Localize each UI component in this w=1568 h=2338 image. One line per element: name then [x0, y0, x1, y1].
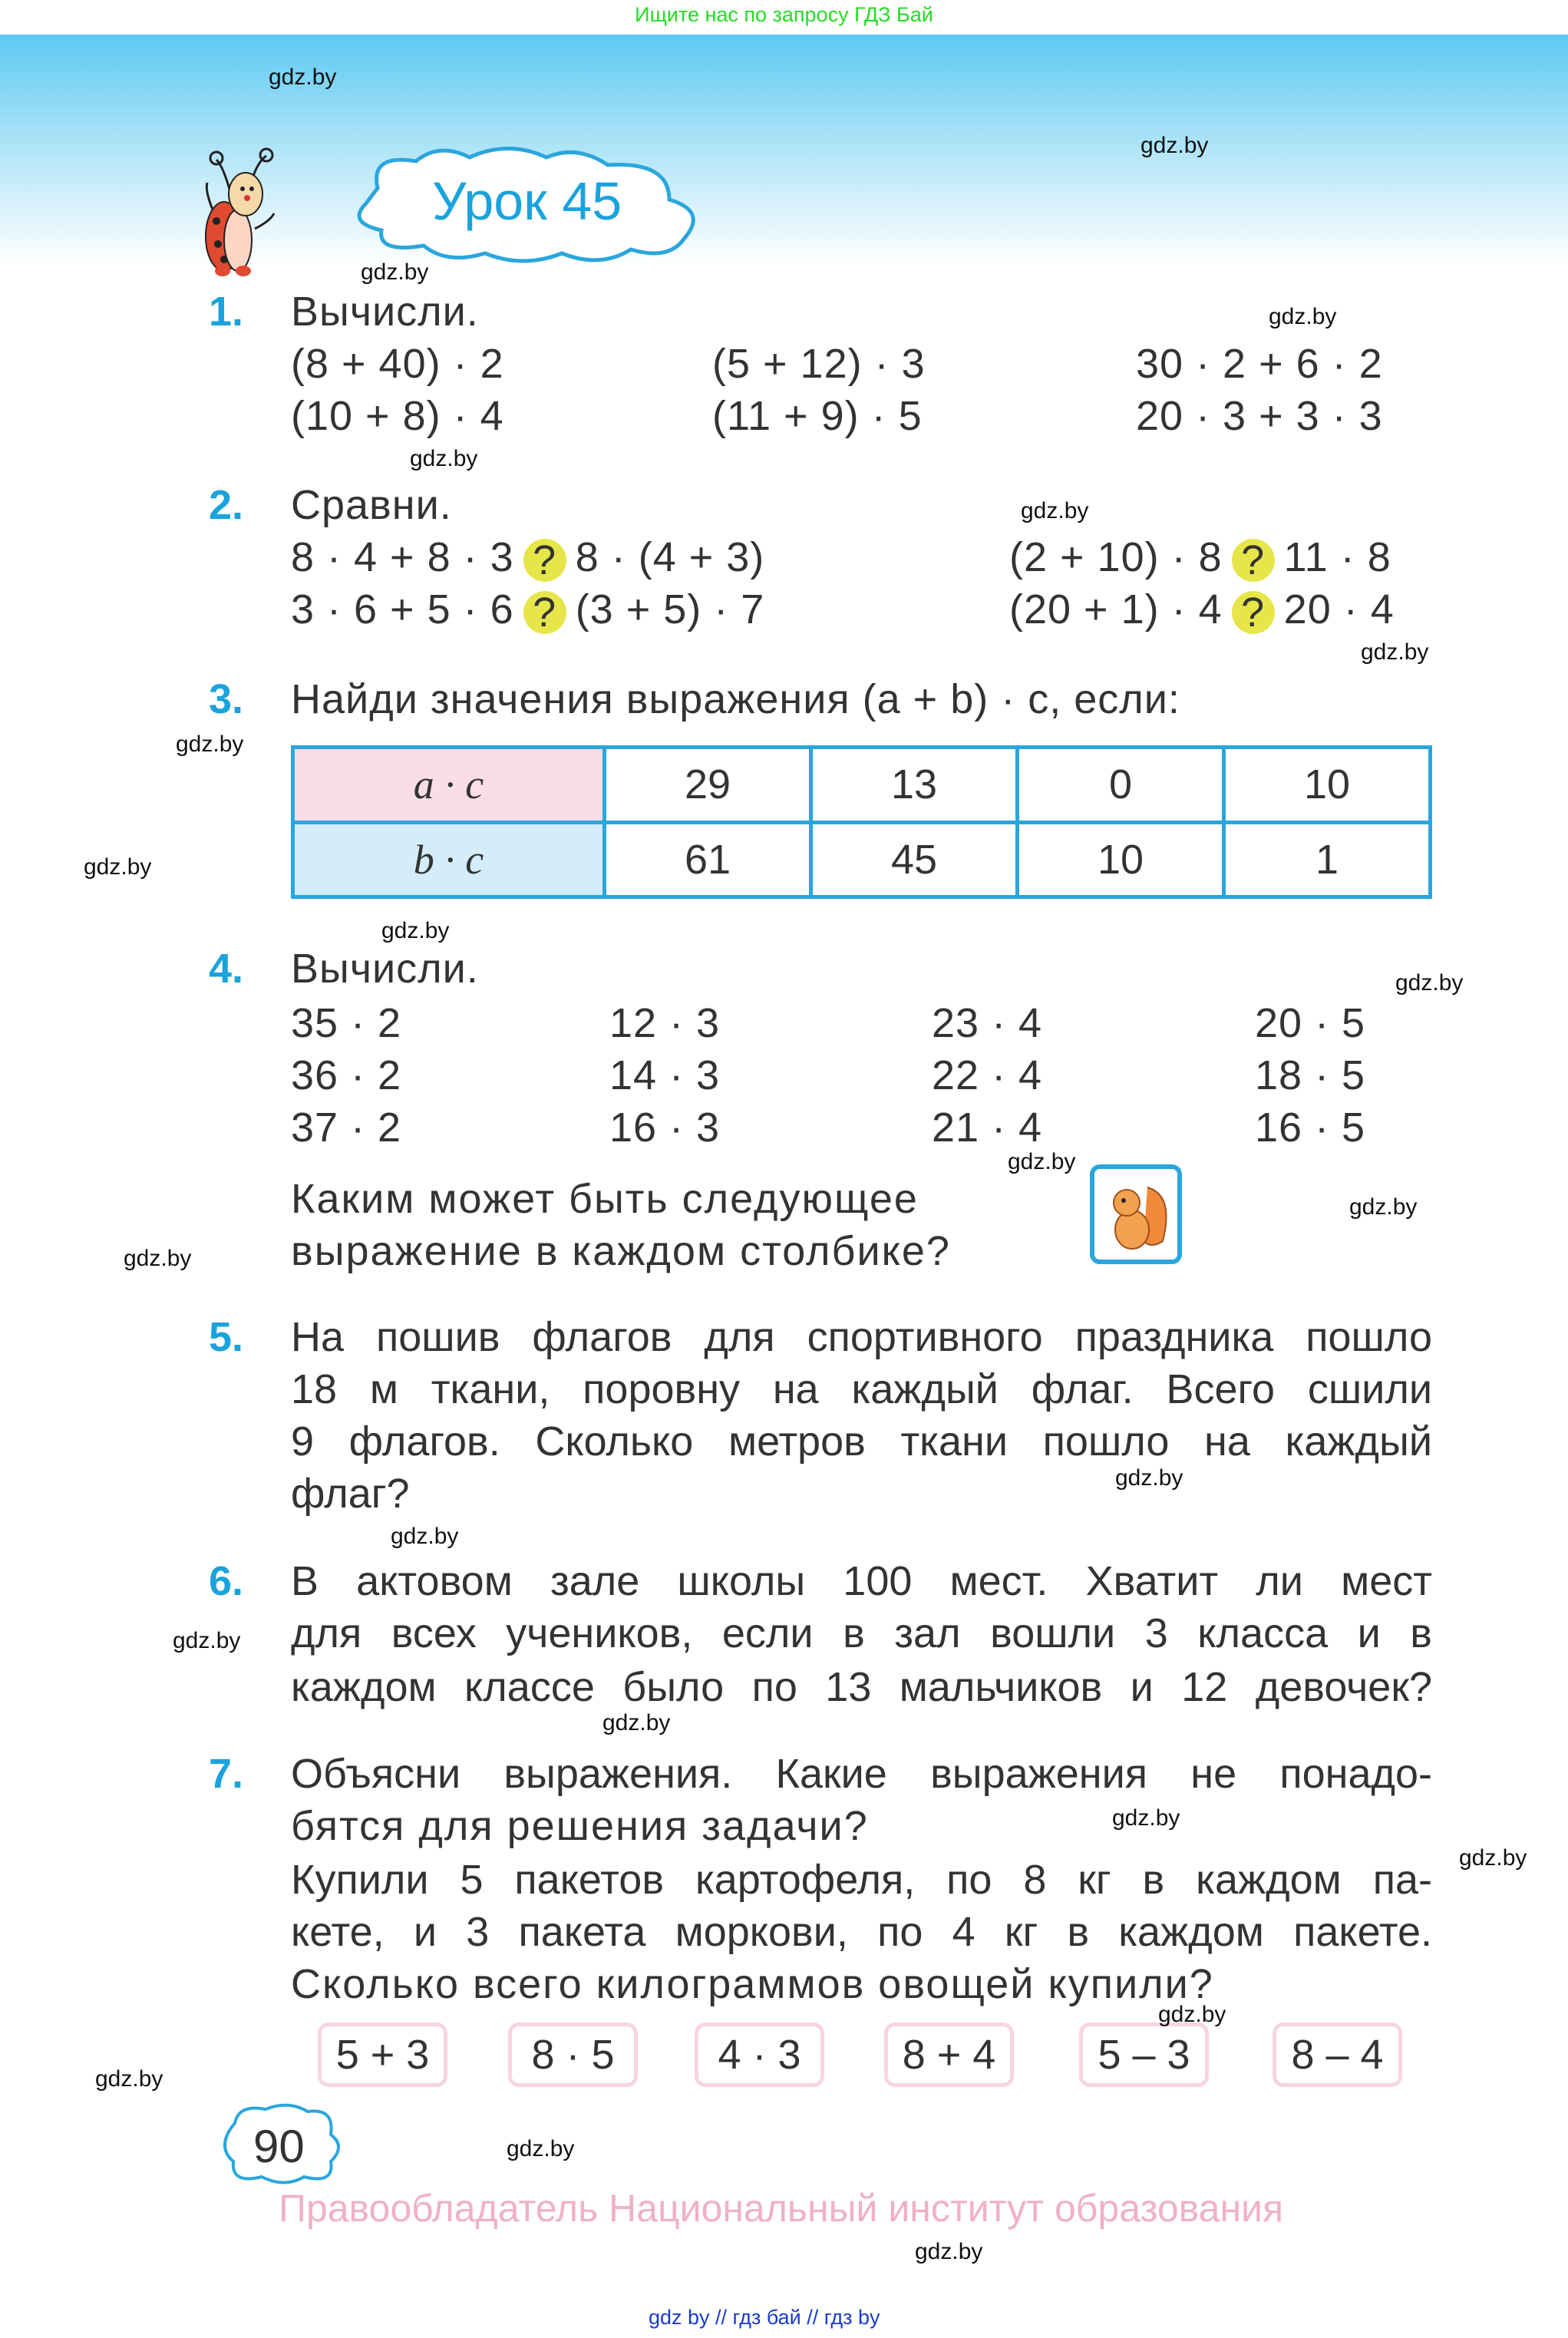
values-table	[291, 745, 1432, 899]
task-1-number: 1.	[209, 289, 244, 335]
lesson-title: Урок 45	[432, 171, 622, 231]
expression: 20 · 5	[1255, 1000, 1366, 1046]
text-line: Купили 5 пакетов картофеля, по 8 кг в каждом па-	[291, 1857, 1432, 1903]
table-row	[293, 822, 1431, 897]
expression: 35 · 2	[291, 1000, 402, 1046]
task-3-number: 3.	[209, 676, 244, 722]
comparison	[291, 586, 764, 634]
task-1-title: Вычисли.	[291, 289, 479, 335]
row-header: b · c	[293, 822, 605, 897]
watermark: gdz.by	[1349, 1194, 1418, 1220]
expression: 12 · 3	[609, 1000, 721, 1046]
watermark: gdz.by	[1459, 1845, 1527, 1871]
expression: 16 · 5	[1255, 1105, 1366, 1151]
table-cell: 10	[1224, 748, 1431, 823]
table-cell: 61	[605, 822, 811, 897]
expression: 16 · 3	[609, 1105, 721, 1151]
page-number: 90	[253, 2121, 305, 2172]
watermark: gdz.by	[124, 1246, 192, 1271]
comparison	[1009, 533, 1391, 582]
table-row	[293, 748, 1431, 823]
text-line: каждом классе было по 13 мальчиков и 12 девочек?	[291, 1664, 1432, 1710]
expression: 37 · 2	[291, 1105, 402, 1151]
left-expression: 3 · 6 + 5 · 6	[291, 586, 514, 632]
expression-card[interactable]: 5 – 3	[1079, 2023, 1209, 2087]
expression: 21 · 4	[932, 1105, 1043, 1151]
expression: (8 + 40) · 2	[291, 341, 504, 387]
task-4-question: Каким может быть следующее выражение в каждом столбике?	[291, 1176, 951, 1274]
watermark: gdz.by	[1158, 2002, 1226, 2027]
watermark: gdz.by	[410, 446, 478, 471]
text-line: бятся для решения задачи?	[291, 1803, 869, 1849]
watermark: gdz.by	[173, 1628, 241, 1653]
text-line: 18 м ткани, поровну на каждый флаг. Всего сшили	[291, 1366, 1432, 1412]
task-5-number: 5.	[209, 1314, 244, 1360]
task-2-title: Сравни.	[291, 482, 452, 528]
row-header: a · c	[293, 748, 605, 823]
left-expression: 8 · 4 + 8 · 3	[291, 534, 514, 580]
text-line: флаг?	[291, 1471, 410, 1517]
left-expression: (20 + 1) · 4	[1009, 586, 1223, 632]
expression: 20 · 3 + 3 · 3	[1136, 393, 1383, 439]
table-cell: 0	[1018, 748, 1224, 823]
watermark: gdz.by	[507, 2136, 575, 2161]
text-line: На пошив флагов для спортивного праздника пошло	[291, 1314, 1432, 1360]
right-expression: 20 · 4	[1283, 586, 1395, 632]
task-2-number: 2.	[209, 482, 244, 528]
column-1	[291, 997, 401, 1154]
ladybug-icon	[201, 144, 301, 279]
watermark: gdz.by	[84, 854, 152, 880]
task-4-number: 4.	[209, 946, 244, 992]
expression: (11 + 9) · 5	[712, 393, 923, 439]
expression: 23 · 4	[932, 1000, 1043, 1046]
table-cell: 29	[605, 748, 811, 823]
text-line: 9 флагов. Сколько метров ткани пошло на каждый	[291, 1418, 1432, 1465]
expression-card[interactable]: 8 · 5	[508, 2023, 638, 2087]
text-line: кете, и 3 пакета моркови, по 4 кг в каждом пакете.	[291, 1909, 1432, 1955]
task-3-title: Найди значения выражения (a + b) · c, если:	[291, 676, 1180, 722]
expression: (5 + 12) · 3	[712, 341, 926, 387]
copyright: Правообладатель Национальный институт образования	[279, 2187, 1284, 2230]
text-line: Сколько всего килограммов овощей купили?	[291, 1961, 1214, 2007]
expression-card[interactable]: 8 + 4	[884, 2023, 1014, 2087]
watermark: gdz.by	[1021, 498, 1089, 523]
expression-card[interactable]: 5 + 3	[318, 2023, 447, 2087]
footer-links[interactable]: gdz by // гдз бай // гдз by	[649, 2306, 880, 2329]
expression: 36 · 2	[291, 1052, 402, 1098]
text-line: Объясни выражения. Какие выражения не понадо-	[291, 1751, 1432, 1797]
watermark: gdz.by	[176, 731, 244, 757]
watermark: gdz.by	[1141, 133, 1209, 158]
column-2	[609, 997, 720, 1154]
comparison	[1009, 586, 1395, 634]
watermark: gdz.by	[1112, 1805, 1180, 1831]
compare-placeholder[interactable]: ?	[523, 539, 566, 582]
expression: (10 + 8) · 4	[291, 393, 504, 439]
expression: 22 · 4	[932, 1052, 1043, 1098]
expression: 14 · 3	[609, 1052, 721, 1098]
watermark: gdz.by	[269, 64, 337, 90]
column-4	[1255, 997, 1365, 1154]
watermark: gdz.by	[1269, 304, 1337, 329]
column-3	[932, 997, 1042, 1154]
left-expression: (2 + 10) · 8	[1009, 534, 1223, 580]
watermark: gdz.by	[361, 259, 429, 285]
text-line: В актовом зале школы 100 мест. Хватит ли мест	[291, 1558, 1432, 1604]
right-expression: 11 · 8	[1283, 534, 1391, 580]
watermark: gdz.by	[915, 2239, 983, 2264]
table-cell: 1	[1224, 822, 1431, 897]
compare-placeholder[interactable]: ?	[523, 591, 566, 634]
watermark: gdz.by	[95, 2066, 163, 2092]
compare-placeholder[interactable]: ?	[1232, 591, 1275, 634]
text-line: для всех учеников, если в зал вошли 3 класса и в	[291, 1610, 1432, 1656]
watermark: gdz.by	[1395, 970, 1464, 996]
expression-card[interactable]: 8 – 4	[1273, 2023, 1402, 2087]
expression-card[interactable]: 4 · 3	[695, 2023, 824, 2087]
watermark: gdz.by	[391, 1524, 459, 1549]
watermark: gdz.by	[1115, 1465, 1183, 1491]
expression: 30 · 2 + 6 · 2	[1136, 341, 1383, 387]
compare-placeholder[interactable]: ?	[1232, 539, 1275, 582]
top-banner: Ищите нас по запросу ГДЗ Бай	[635, 3, 933, 26]
watermark: gdz.by	[1361, 639, 1429, 665]
watermark: gdz.by	[1008, 1149, 1076, 1174]
table-cell: 10	[1018, 822, 1224, 897]
table-cell: 45	[811, 822, 1018, 897]
right-expression: (3 + 5) · 7	[575, 586, 765, 632]
right-expression: 8 · (4 + 3)	[575, 534, 765, 580]
expression: 18 · 5	[1255, 1052, 1366, 1098]
watermark: gdz.by	[602, 1710, 671, 1735]
squirrel-icon	[1090, 1164, 1182, 1264]
task-7-number: 7.	[209, 1751, 244, 1797]
task-6-number: 6.	[209, 1558, 244, 1604]
comparison	[291, 533, 764, 582]
watermark: gdz.by	[381, 918, 450, 943]
task-4-title: Вычисли.	[291, 946, 479, 992]
table-cell: 13	[811, 748, 1018, 823]
